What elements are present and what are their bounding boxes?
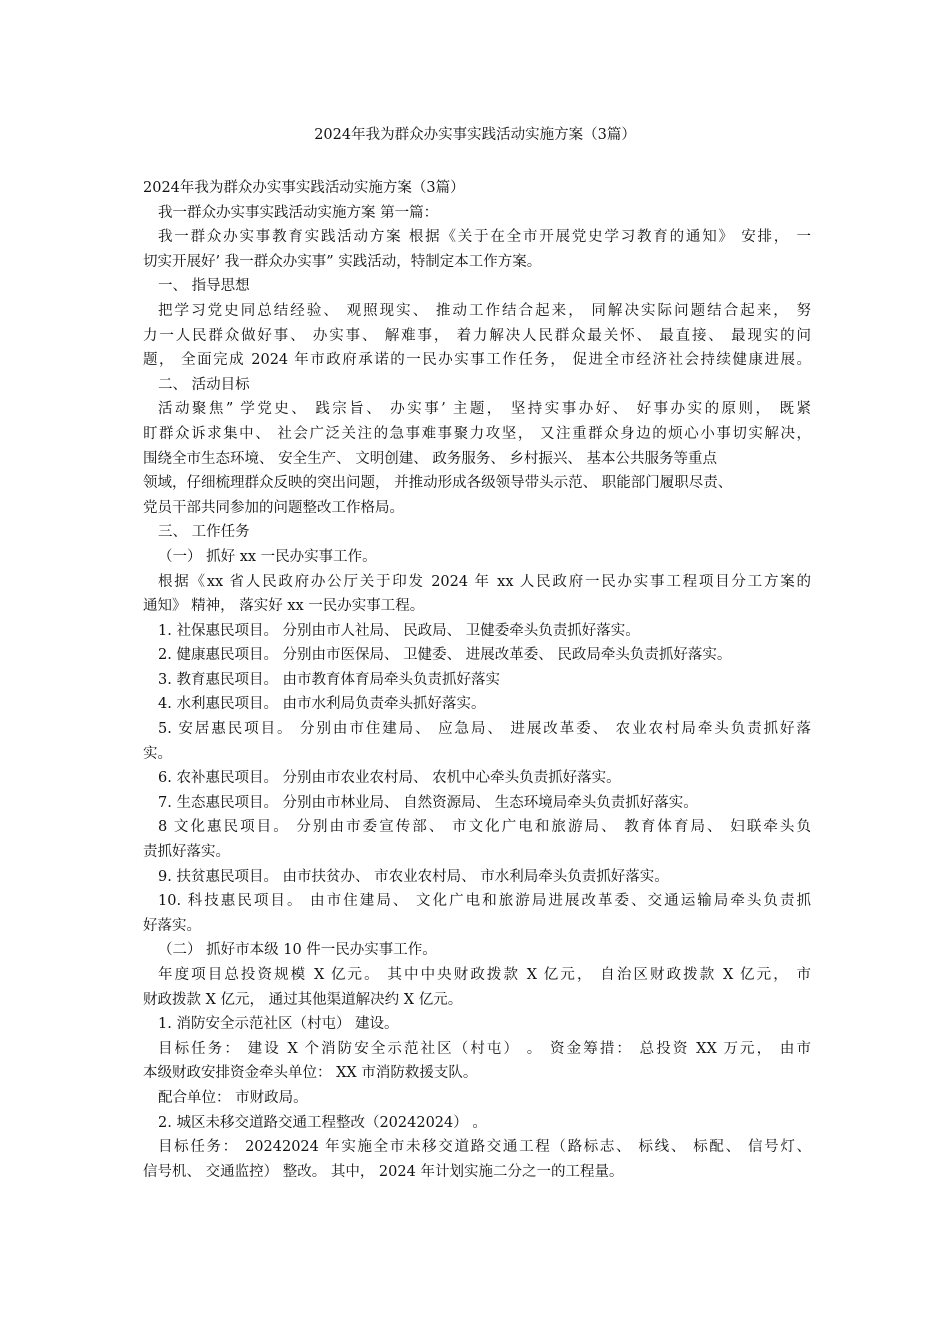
document-line: 我一群众办实事实践活动实施方案 第一篇： <box>158 204 439 221</box>
document-line: 二、 活动目标 <box>158 376 250 393</box>
document-line: 领域，仔细梳理群众反映的突出问题， 并推动形成各级领导带头示范、 职能部门履职尽责、 <box>143 475 733 492</box>
document-line: 9. 扶贫惠民项目。 由市扶贫办、 市农业农村局、 市水利局牵头负责抓好落实。 <box>158 868 669 885</box>
document-line: 根据《xx 省人民政府办公厅关于印发 2024 年 xx 人民政府一民办实事工程项目分工方案的 <box>158 573 811 590</box>
document-line: 信号机、 交通监控） 整改。 其中， 2024 年计划实施二分之一的工程量。 <box>143 1163 624 1180</box>
document-line: 责抓好落实。 <box>143 844 230 861</box>
document-line: 3. 教育惠民项目。 由市教育体育局牵头负责抓好落实 <box>158 671 501 688</box>
document-line: 财政拨款 X 亿元， 通过其他渠道解决约 X 亿元。 <box>143 991 463 1008</box>
document-line: 我一群众办实事教育实践活动方案 根据《关于在全市开展党史学习教育的通知》 安排， 一 <box>158 229 811 246</box>
document-line: （二） 抓好市本级 10 件一民办实事工作。 <box>158 942 437 959</box>
document-line: 题， 全面完成 2024 年市政府承诺的一民办实事工作任务， 促进全市经济社会持续健康进展。 <box>143 352 811 369</box>
document-line: 2024年我为群众办实事实践活动实施方案（3篇） <box>143 180 465 196</box>
document-line: （一） 抓好 xx 一民办实事工作。 <box>158 548 377 565</box>
document-line: 围绕全市生态环境、 安全生产、 文明创建、 政务服务、 乡村振兴、 基本公共服务等重点 <box>143 450 718 467</box>
document-line: 一、 指导思想 <box>158 278 250 295</box>
document-line: 盯群众诉求集中、 社会广泛关注的急事难事聚力攻坚， 又注重群众身边的烦心小事切实解决， <box>143 425 811 442</box>
document-line: 三、 工作任务 <box>158 524 250 541</box>
document-line: 7. 生态惠民项目。 分别由市林业局、 自然资源局、 生态环境局牵头负责抓好落实。 <box>158 794 698 811</box>
document-line: 10. 科技惠民项目。 由市住建局、 文化广电和旅游局进展改革委、交通运输局牵头负责抓 <box>158 893 811 910</box>
document-line: 通知》 精神， 落实好 xx 一民办实事工程。 <box>143 598 425 615</box>
document-line: 2. 城区未移交道路交通工程整改（20242024） 。 <box>158 1114 487 1131</box>
document-line: 力一人民群众做好事、 办实事、 解难事， 着力解决人民群众最关怀、 最直接、 最现实的问 <box>143 327 811 344</box>
document-line: 1. 社保惠民项目。 分别由市人社局、 民政局、 卫健委牵头负责抓好落实。 <box>158 622 640 639</box>
document-line: 把学习党史同总结经验、 观照现实、 推动工作结合起来， 同解决实际问题结合起来， 努 <box>158 302 811 319</box>
document-line: 目标任务： 建设 X 个消防安全示范社区（村屯） 。 资金筹措： 总投资 XX 万元， 由市 <box>158 1040 811 1057</box>
document-line: 8 文化惠民项目。 分别由市委宣传部、 市文化广电和旅游局、 教育体育局、 妇联牵头负 <box>158 819 811 836</box>
document-body <box>143 176 811 1184</box>
document-line: 年度项目总投资规模 X 亿元。 其中中央财政拨款 X 亿元， 自治区财政拨款 X 亿元， 市 <box>158 967 811 983</box>
document-line: 切实开展好’ 我一群众办实事” 实践活动，特制定本工作方案。 <box>143 253 542 270</box>
document-line: 5. 安居惠民项目。 分别由市住建局、 应急局、 进展改革委、 农业农村局牵头负责抓好落 <box>158 721 811 738</box>
document-line: 4. 水利惠民项目。 由市水利局负责牵头抓好落实。 <box>158 696 486 713</box>
document-line: 本级财政安排资金牵头单位： XX 市消防救援支队。 <box>143 1065 478 1082</box>
document-title: 2024年我为群众办实事实践活动实施方案（3篇） <box>314 127 636 143</box>
document-line: 活动聚焦” 学党史、 践宗旨、 办实事’ 主题， 坚持实事办好、 好事办实的原则， 既紧 <box>158 401 811 418</box>
document-line: 目标任务： 20242024 年实施全市未移交道路交通工程（路标志、 标线、 标配、 信号灯、 <box>158 1139 811 1156</box>
document-line: 1. 消防安全示范社区（村屯） 建设。 <box>158 1016 399 1033</box>
document-line: 实。 <box>143 745 172 762</box>
document-line: 2. 健康惠民项目。 分别由市医保局、 卫健委、 进展改革委、 民政局牵头负责抓好落实。 <box>158 647 732 664</box>
document-line: 好落实。 <box>143 917 201 934</box>
document-line: 党员干部共同参加的问题整改工作格局。 <box>143 499 404 516</box>
document-line: 配合单位： 市财政局。 <box>158 1089 308 1106</box>
document-line: 6. 农补惠民项目。 分别由市农业农村局、 农机中心牵头负责抓好落实。 <box>158 770 621 787</box>
